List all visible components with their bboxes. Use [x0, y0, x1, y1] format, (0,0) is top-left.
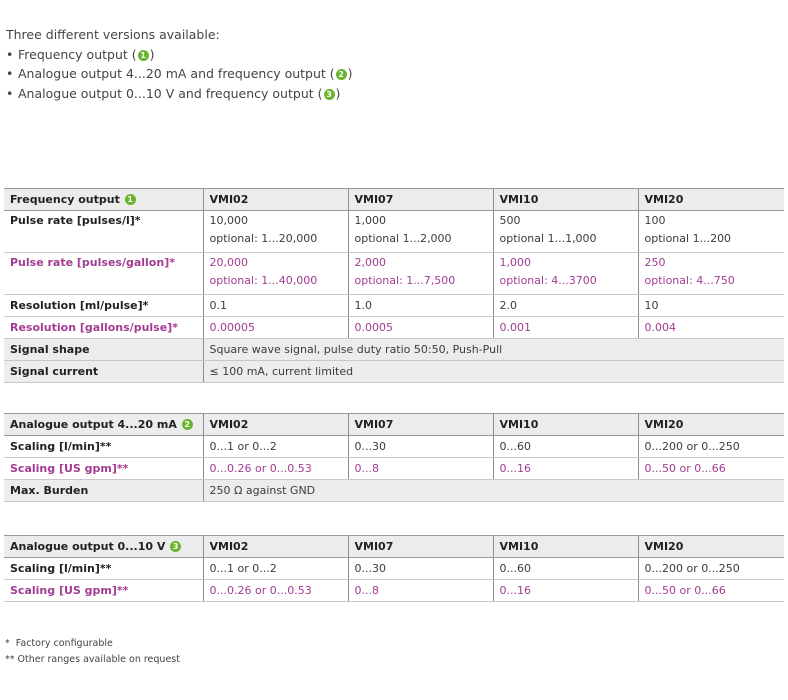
frequency-output-table [4, 188, 784, 383]
table-cell: 0.001 [493, 317, 638, 339]
table-header-row [4, 536, 784, 558]
table-cell: 0...8 [348, 458, 493, 480]
table-cell: 0...0.26 or 0...0.53 [203, 458, 348, 480]
analogue-v-table [4, 535, 784, 602]
number-badge-2: 2 [336, 69, 347, 80]
table-row [4, 558, 784, 580]
table-cell: 0.00005 [203, 317, 348, 339]
column-header: VMI07 [348, 536, 493, 558]
table-row [4, 458, 784, 480]
row-label: Signal shape [4, 339, 203, 361]
row-label: Scaling [US gpm]** [4, 580, 203, 602]
column-header: VMI10 [493, 536, 638, 558]
table-cell: 2,000 optional: 1...7,500 [348, 253, 493, 295]
number-badge-1: 1 [125, 194, 136, 205]
column-header: VMI20 [638, 414, 784, 436]
table-cell: 0...50 or 0...66 [638, 458, 784, 480]
footnote-single-asterisk: * Factory configurable [5, 638, 113, 649]
intro-section [6, 25, 353, 103]
table-cell: 10 [638, 295, 784, 317]
table-row [4, 580, 784, 602]
column-header: VMI02 [203, 414, 348, 436]
table-header-row [4, 189, 784, 211]
table-cell: 0...30 [348, 436, 493, 458]
row-label: Signal current [4, 361, 203, 383]
number-badge-1: 1 [138, 50, 149, 61]
table-cell: Square wave signal, pulse duty ratio 50:50, Push-Pull [203, 339, 784, 361]
table-cell: 2.0 [493, 295, 638, 317]
column-header: VMI07 [348, 414, 493, 436]
row-label: Max. Burden [4, 480, 203, 502]
row-label: Scaling [US gpm]** [4, 458, 203, 480]
row-label: Pulse rate [pulses/gallon]* [4, 253, 203, 295]
row-label: Scaling [l/min]** [4, 436, 203, 458]
column-header: VMI20 [638, 536, 784, 558]
column-header: VMI07 [348, 189, 493, 211]
column-header: VMI02 [203, 536, 348, 558]
table-row [4, 317, 784, 339]
table-title: Analogue output 4...20 mA 2 [4, 414, 203, 436]
table-cell: ≤ 100 mA, current limited [203, 361, 784, 383]
table-cell: 0...50 or 0...66 [638, 580, 784, 602]
table-cell: 0...200 or 0...250 [638, 558, 784, 580]
column-header: VMI10 [493, 189, 638, 211]
table-cell: 1,000 optional 1...2,000 [348, 211, 493, 253]
table-cell: 1.0 [348, 295, 493, 317]
table-header-row [4, 414, 784, 436]
version-item-frequency: • Frequency output ( 1 ) [6, 45, 353, 65]
table-cell: 0...60 [493, 436, 638, 458]
table-title: Analogue output 0...10 V 3 [4, 536, 203, 558]
row-label: Pulse rate [pulses/l]* [4, 211, 203, 253]
table-cell: 0...8 [348, 580, 493, 602]
row-label: Resolution [gallons/pulse]* [4, 317, 203, 339]
row-label: Resolution [ml/pulse]* [4, 295, 203, 317]
table-cell: 0...1 or 0...2 [203, 436, 348, 458]
column-header: VMI20 [638, 189, 784, 211]
table-row [4, 253, 784, 295]
table-cell: 1,000 optional: 4...3700 [493, 253, 638, 295]
table-row [4, 339, 784, 361]
table-cell: 0...16 [493, 458, 638, 480]
table-cell: 0...200 or 0...250 [638, 436, 784, 458]
table-cell: 0.1 [203, 295, 348, 317]
table-cell: 250 Ω against GND [203, 480, 784, 502]
table-cell: 100 optional 1...200 [638, 211, 784, 253]
version-list [6, 45, 353, 104]
column-header: VMI10 [493, 414, 638, 436]
table-cell: 0.0005 [348, 317, 493, 339]
table-row [4, 436, 784, 458]
number-badge-3: 3 [170, 541, 181, 552]
table-cell: 10,000 optional: 1...20,000 [203, 211, 348, 253]
analogue-ma-table [4, 413, 784, 502]
intro-heading: Three different versions available: [6, 27, 220, 42]
table-cell: 250 optional: 4...750 [638, 253, 784, 295]
column-header: VMI02 [203, 189, 348, 211]
table-row [4, 211, 784, 253]
table-cell: 0...1 or 0...2 [203, 558, 348, 580]
table-row [4, 480, 784, 502]
version-item-analogue-ma: • Analogue output 4...20 mA and frequency output ( 2 ) [6, 64, 353, 84]
footnotes [5, 636, 180, 667]
table-cell: 500 optional 1...1,000 [493, 211, 638, 253]
table-cell: 0...30 [348, 558, 493, 580]
table-row [4, 295, 784, 317]
number-badge-2: 2 [182, 419, 193, 430]
table-cell: 0...60 [493, 558, 638, 580]
table-cell: 20,000 optional: 1...40,000 [203, 253, 348, 295]
table-title: Frequency output 1 [4, 189, 203, 211]
table-cell: 0...0.26 or 0...0.53 [203, 580, 348, 602]
table-row [4, 361, 784, 383]
number-badge-3: 3 [324, 89, 335, 100]
table-cell: 0.004 [638, 317, 784, 339]
footnote-double-asterisk: ** Other ranges available on request [5, 653, 180, 665]
version-item-analogue-v: • Analogue output 0...10 V and frequency output ( 3 ) [6, 84, 353, 104]
row-label: Scaling [l/min]** [4, 558, 203, 580]
table-cell: 0...16 [493, 580, 638, 602]
